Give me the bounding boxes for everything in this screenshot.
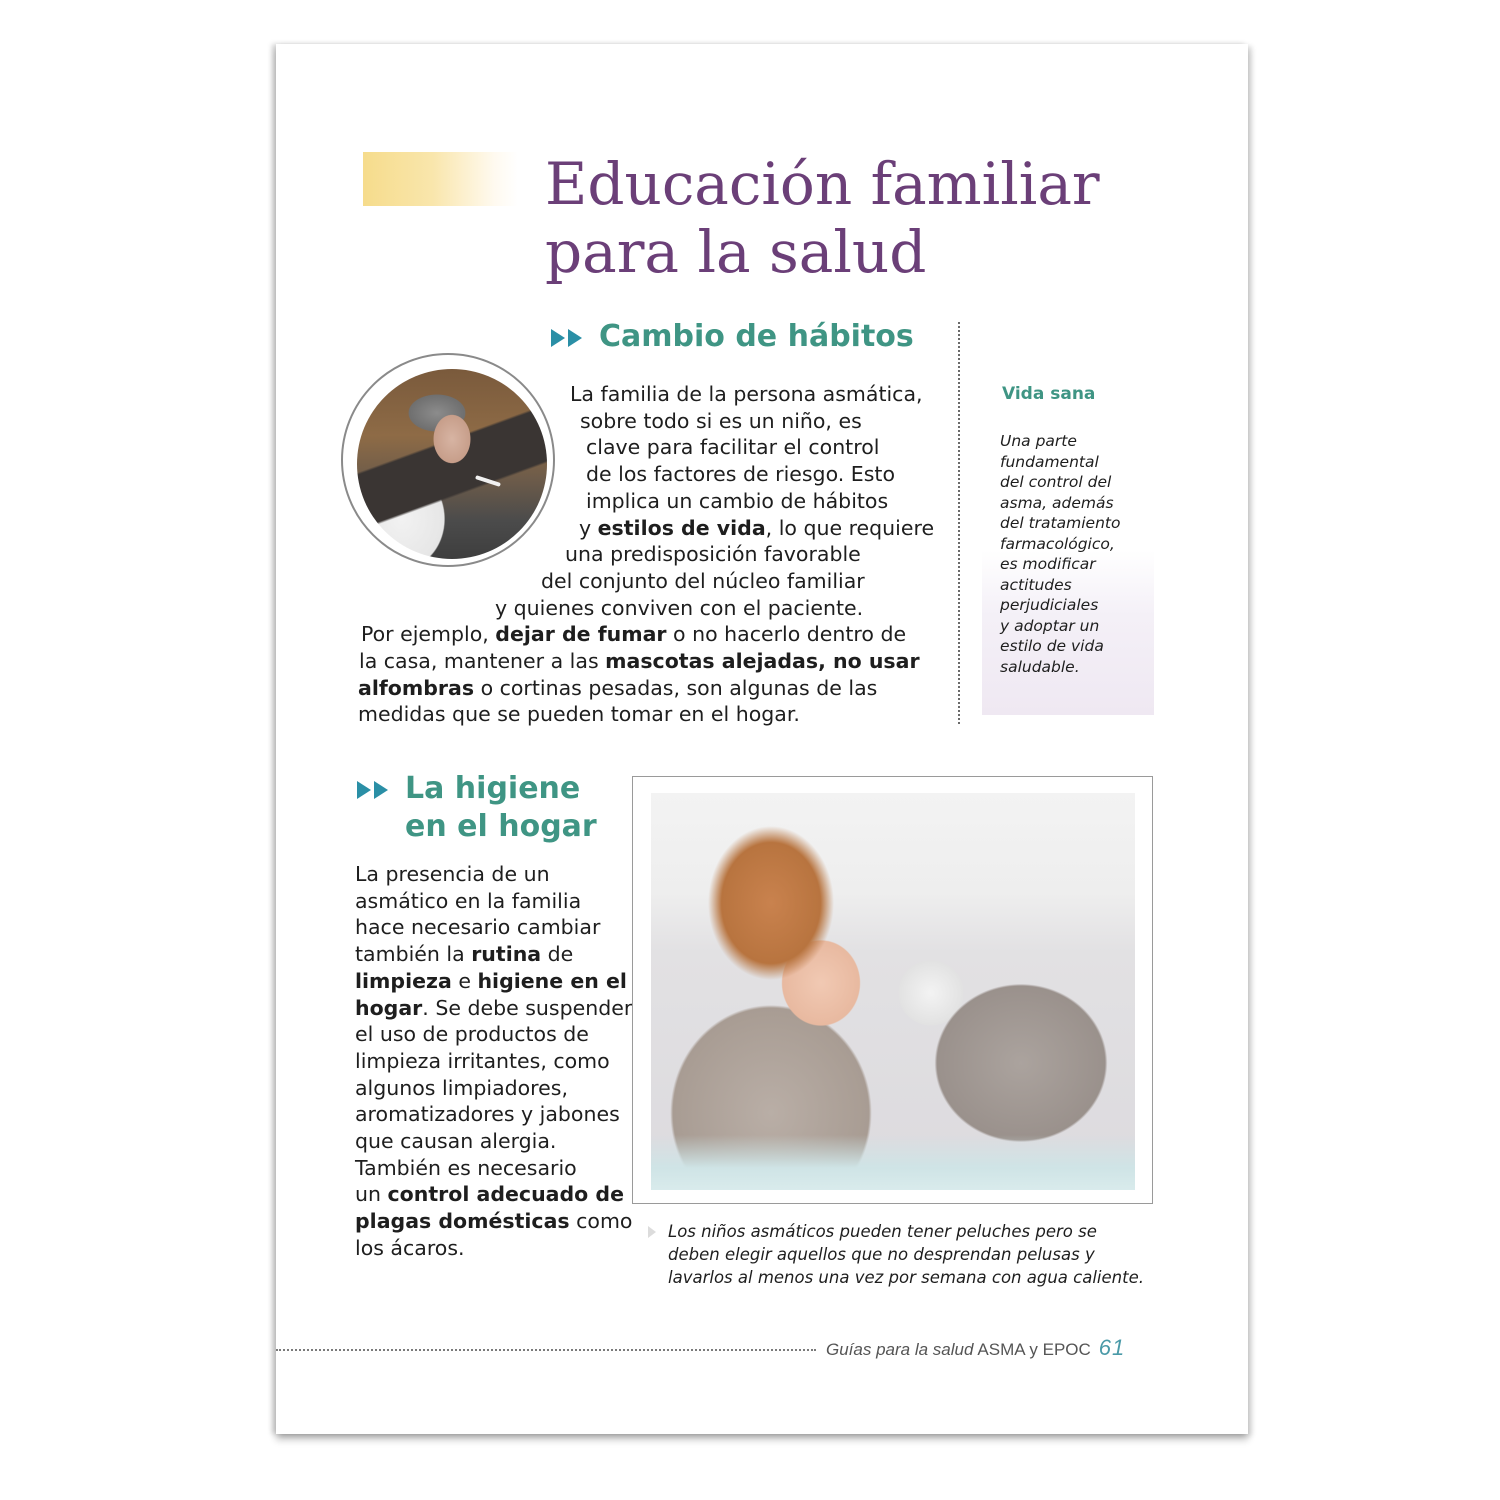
text-line: que causan alergia.: [355, 1129, 557, 1154]
text-line: hogar. Se debe suspender: [355, 995, 633, 1020]
sidebar-line: perjudiciales: [1000, 596, 1099, 614]
text-line: alfombras o cortinas pesadas, son algunas de las: [358, 675, 878, 700]
text-line: limpieza e higiene en el: [355, 968, 627, 993]
page-footer: [826, 1335, 1125, 1361]
photo-caption: [648, 1220, 1144, 1289]
section1-paragraph: [0, 381, 934, 728]
column-divider: [958, 322, 960, 724]
sidebar-text: [1000, 431, 1120, 677]
text-line: de los factores de riesgo. Esto: [586, 462, 895, 487]
caption-marker-icon: [648, 1226, 656, 1238]
section-heading-cambio-habitos: [551, 318, 914, 356]
text-line: Por ejemplo, dejar de fumar o no hacerlo dentro de: [361, 622, 907, 647]
text-line: y quienes conviven con el paciente.: [495, 595, 864, 620]
sidebar-line: del tratamiento: [1000, 514, 1121, 532]
text-line: una predisposición favorable: [565, 542, 861, 567]
section-heading-text-line-2: en el hogar: [405, 809, 597, 844]
text-line: también la rutina de: [355, 942, 574, 967]
caption-line: deben elegir aquellos que no desprendan pelusas y: [668, 1245, 1095, 1264]
text-line: el uso de productos de: [355, 1022, 589, 1047]
sidebar-line: actitudes: [1000, 575, 1072, 594]
page-number: 61: [1098, 1335, 1126, 1360]
caption-line: lavarlos al menos una vez por semana con agua caliente.: [668, 1268, 1144, 1287]
sidebar-title: Vida sana: [1002, 384, 1096, 404]
section-heading-text: Cambio de hábitos: [599, 319, 914, 354]
text-line: La familia de la persona asmática,: [570, 382, 923, 406]
section-heading-text-line-1: La higiene: [405, 771, 581, 806]
text-line: del conjunto del núcleo familiar: [541, 568, 865, 593]
text-line: y estilos de vida, lo que requiere: [579, 515, 935, 540]
text-line: plagas domésticas como: [355, 1209, 633, 1234]
sidebar-line: Una parte: [1000, 432, 1077, 450]
text-line: medidas que se pueden tomar en el hogar.: [358, 702, 800, 727]
double-arrow-right-icon: [551, 329, 585, 347]
text-line: hace necesario cambiar: [355, 915, 601, 940]
footer-series-title: ASMA y EPOC: [977, 1340, 1091, 1359]
text-line: También es necesario: [355, 1155, 577, 1180]
text-line: implica un cambio de hábitos: [586, 488, 889, 513]
page-title: [545, 150, 1145, 286]
double-arrow-right-icon: [357, 781, 391, 799]
page-title-line-2: para la salud: [545, 218, 927, 286]
sidebar-line: y adoptar un: [1000, 616, 1100, 635]
footer-series-italic: Guías para la salud: [826, 1340, 974, 1359]
text-line: sobre todo si es un niño, es: [580, 408, 862, 433]
text-line: La presencia de un: [355, 862, 550, 886]
text-line: los ácaros.: [355, 1235, 465, 1260]
section2-paragraph: [355, 861, 632, 1262]
sidebar-line: del control del: [1000, 473, 1112, 491]
text-line: limpieza irritantes, como: [355, 1048, 610, 1073]
sidebar-line: es modificar: [1000, 555, 1096, 573]
text-line: aromatizadores y jabones: [355, 1102, 620, 1127]
sidebar-line: saludable.: [1000, 657, 1080, 676]
sidebar-line: farmacológico,: [1000, 534, 1115, 553]
text-line: asmático en la familia: [355, 888, 582, 913]
sidebar-line: fundamental: [1000, 452, 1099, 471]
sidebar-line: estilo de vida: [1000, 637, 1104, 655]
text-line: clave para facilitar el control: [586, 435, 880, 460]
section-heading-higiene-hogar: [357, 770, 597, 846]
footer-dotted-rule: [276, 1349, 816, 1351]
title-accent-bar: [363, 152, 518, 206]
text-line: algunos limpiadores,: [355, 1075, 568, 1100]
text-line: un control adecuado de: [355, 1182, 624, 1207]
page-title-line-1: Educación familiar: [545, 150, 1100, 218]
child-nebulizer-photo: [632, 776, 1153, 1204]
text-line: la casa, mantener a las mascotas alejadas, no usar: [359, 649, 920, 674]
caption-line: Los niños asmáticos pueden tener peluches pero se: [668, 1222, 1097, 1241]
sidebar-line: asma, además: [1000, 493, 1114, 512]
